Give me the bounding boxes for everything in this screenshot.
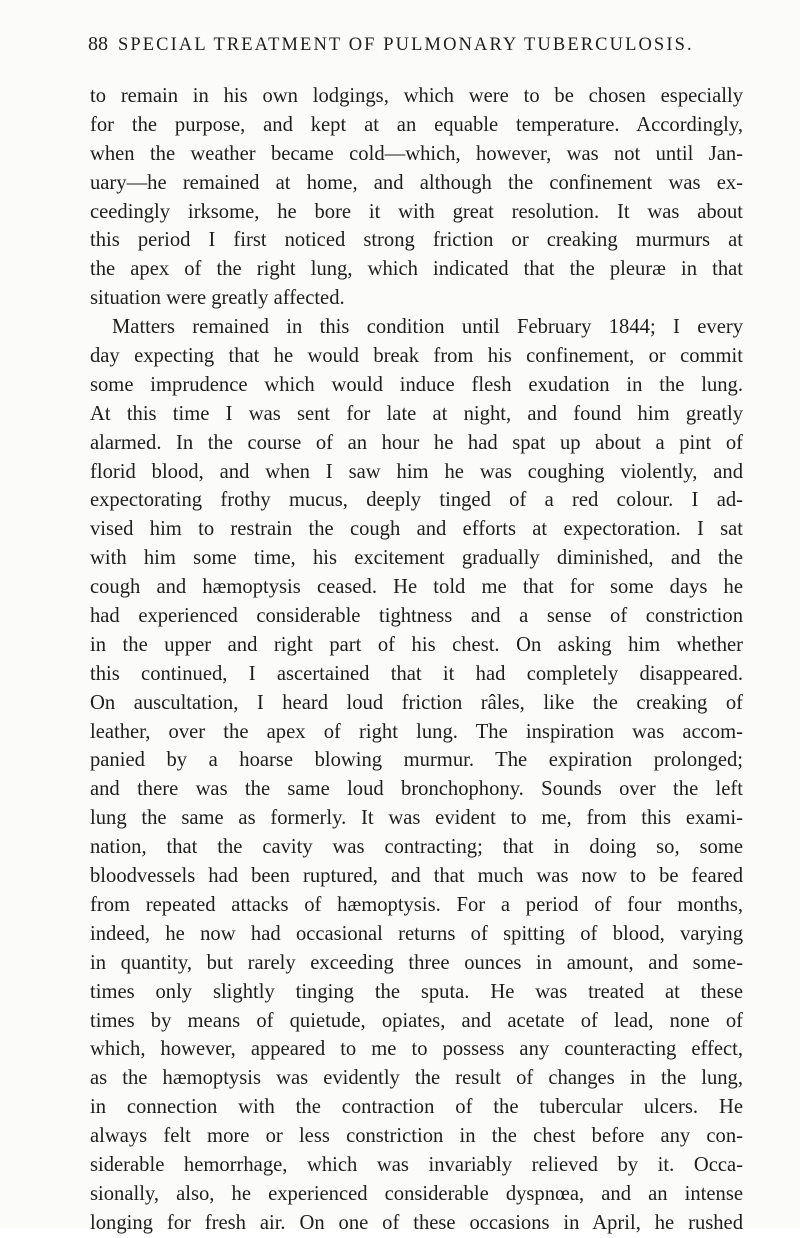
text-line: At this time I was sent for late at night, and found him greatly (90, 402, 743, 425)
text-line: which, however, appeared to me to possess any counteracting effect, (90, 1038, 743, 1061)
text-line: some imprudence which would induce flesh exudation in the lung. (90, 373, 743, 396)
text-line: to remain in his own lodgings, which were to be chosen especially (90, 85, 743, 107)
text-line: panied by a hoarse blowing murmur. The expiration prolonged; (90, 749, 743, 772)
text-line: when the weather became cold—which, however, was not until Jan- (90, 142, 743, 165)
paragraph-2 (90, 313, 743, 1238)
text-line: in the upper and right part of his chest. On asking him whether (90, 633, 743, 656)
text-line: indeed, he now had occasional returns of spitting of blood, varying (90, 922, 743, 945)
text-line: florid blood, and when I saw him he was coughing violently, and (90, 460, 743, 483)
text-line: uary—he remained at home, and although the confinement was ex- (90, 171, 743, 194)
text-line: the apex of the right lung, which indicated that the pleuræ in that (90, 258, 743, 281)
text-line: bloodvessels had been ruptured, and that much was now to be feared (90, 865, 743, 888)
running-head (88, 32, 738, 57)
text-line: in connection with the contraction of the tubercular ulcers. He (90, 1096, 743, 1119)
text-line: always felt more or less constriction in the chest before any con- (90, 1125, 743, 1148)
text-line: times by means of quietude, opiates, and acetate of lead, none of (90, 1009, 743, 1032)
text-line: for the purpose, and kept at an equable temperature. Accordingly, (90, 113, 743, 136)
text-line: this continued, I ascertained that it had completely disappeared. (90, 662, 743, 685)
text-line: sionally, also, he experienced considerable dyspnœa, and an intense (90, 1182, 743, 1205)
text-line: leather, over the apex of right lung. The inspiration was accom- (90, 720, 743, 743)
text-line: longing for fresh air. On one of these occasions in April, he rushed (90, 1211, 743, 1234)
text-line: day expecting that he would break from his confinement, or commit (90, 345, 743, 368)
text-line: situation were greatly affected. (90, 287, 345, 310)
text-line: ceedingly irksome, he bore it with great resolution. It was about (90, 200, 743, 223)
body-text (90, 82, 743, 1238)
text-line: lung the same as formerly. It was evident to me, from this exami- (90, 807, 743, 830)
text-line: expectorating frothy mucus, deeply tinged of a red colour. I ad- (90, 489, 743, 512)
running-head-title: SPECIAL TREATMENT OF PULMONARY TUBERCULOSIS. (118, 35, 694, 55)
text-line: this period I first noticed strong friction or creaking murmurs at (90, 229, 743, 252)
text-line: nation, that the cavity was contracting; that in doing so, some (90, 836, 743, 859)
text-line: with him some time, his excitement gradually diminished, and the (90, 547, 743, 570)
text-line: Matters remained in this condition until February 1844; I every (112, 316, 743, 339)
text-line: On auscultation, I heard loud friction râles, like the creaking of (90, 691, 743, 714)
page-number: 88 (88, 33, 108, 55)
text-line: from repeated attacks of hæmoptysis. For a period of four months, (90, 893, 743, 916)
text-line: had experienced considerable tightness and a sense of constriction (90, 605, 743, 628)
text-line: in quantity, but rarely exceeding three ounces in amount, and some- (90, 951, 743, 974)
text-line: cough and hæmoptysis ceased. He told me that for some days he (90, 576, 743, 599)
text-line: siderable hemorrhage, which was invariably relieved by it. Occa- (90, 1153, 743, 1176)
text-line: as the hæmoptysis was evidently the result of changes in the lung, (90, 1067, 743, 1090)
paragraph-1 (90, 82, 743, 313)
text-line: vised him to restrain the cough and efforts at expectoration. I sat (90, 518, 743, 541)
text-line: and there was the same loud bronchophony. Sounds over the left (90, 778, 743, 801)
text-line: times only slightly tinging the sputa. He was treated at these (90, 980, 743, 1003)
text-line: alarmed. In the course of an hour he had spat up about a pint of (90, 431, 743, 454)
